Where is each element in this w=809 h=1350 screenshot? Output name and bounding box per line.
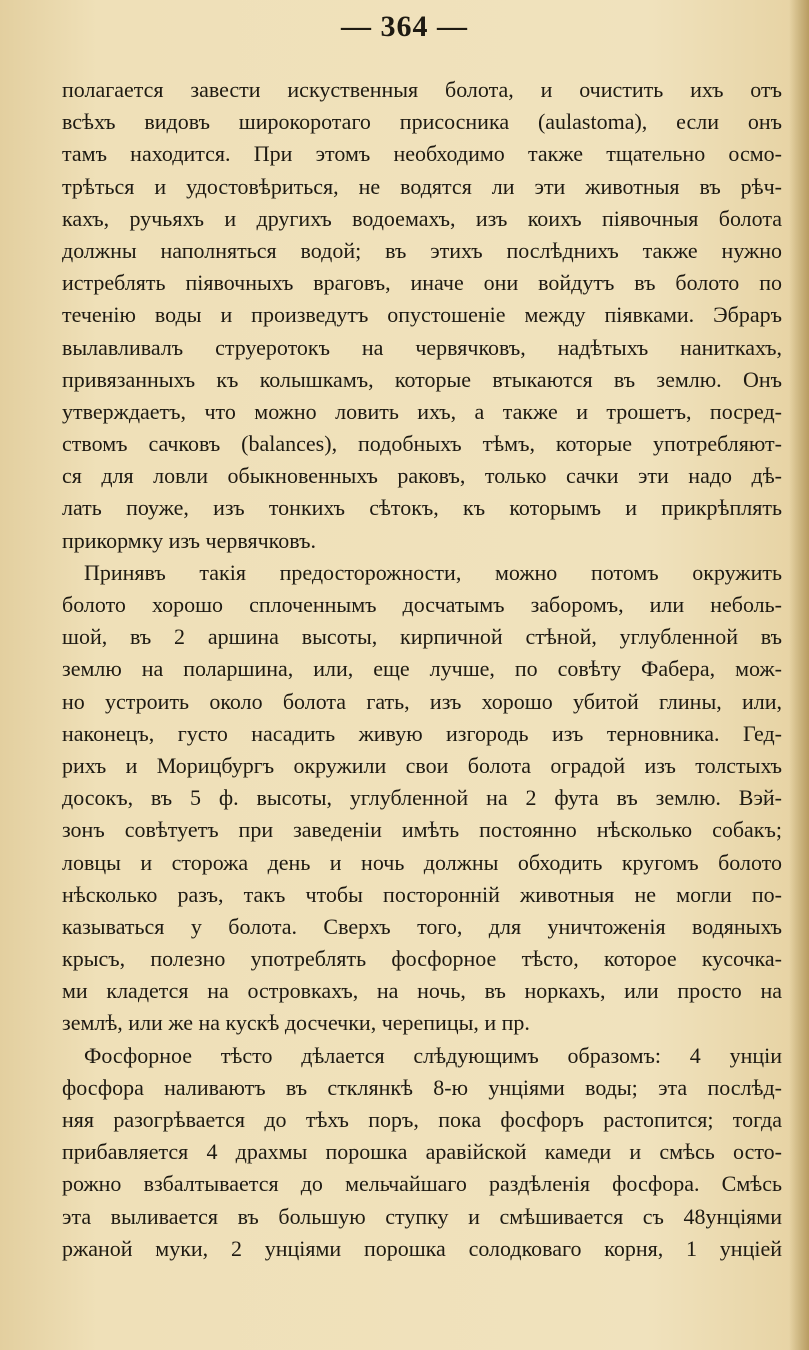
text-line: теченію воды и произведутъ опустошеніе между піявками. Эбраръ	[62, 302, 782, 328]
text-line: фосфора наливаютъ въ стклянкѣ 8-ю унціями воды; эта послѣд-	[62, 1074, 782, 1100]
body-text	[62, 74, 782, 1265]
paragraph-3	[62, 1040, 782, 1265]
text-line: утверждаетъ, что можно ловить ихъ, а также и трошетъ, посред-	[62, 398, 782, 424]
text-line: наконецъ, густо насадить живую изгородь изъ терновника. Гед-	[62, 720, 782, 746]
text-line: нѣсколько разъ, такъ чтобы посторонній животныя не могли по-	[62, 881, 782, 907]
text-line: Принявъ такія предосторожности, можно потомъ окружить	[84, 559, 782, 585]
text-line: привязанныхъ къ колышкамъ, которые втыкаются въ землю. Онъ	[62, 366, 782, 392]
text-line: ся для ловли обыкновенныхъ раковъ, только сачки эти надо дѣ-	[62, 463, 782, 489]
text-line: няя разогрѣвается до тѣхъ поръ, пока фосфоръ растопится; тогда	[62, 1107, 782, 1132]
text-line: ствомъ сачковъ (balances), подобныхъ тѣмъ, которые употребляют-	[62, 431, 782, 457]
text-line: эта выливается въ большую ступку и смѣшивается съ 48унціями	[62, 1203, 782, 1229]
text-line: полагается завести искуственныя болота, и очистить ихъ отъ	[62, 77, 782, 102]
text-line: всѣхъ видовъ широкоротаго присосника (aulastoma), если онъ	[62, 109, 782, 135]
text-line: Фосфорное тѣсто дѣлается слѣдующимъ образомъ: 4 унціи	[84, 1042, 782, 1068]
text-line: крысъ, полезно употреблять фосфорное тѣсто, которое кусочка-	[62, 946, 782, 972]
text-line: казываться у болота. Сверхъ того, для уничтоженія водяныхъ	[62, 913, 782, 939]
text-line: вылавливалъ струеротокъ на червячковъ, надѣтыхъ наниткахъ,	[62, 334, 782, 360]
text-line: рожно взбалтывается до мельчайшаго раздѣленія фосфора. Смѣсь	[62, 1171, 782, 1197]
text-line: землю на поларшина, или, еще лучше, по совѣту Фабера, мож-	[62, 656, 782, 682]
text-line: досокъ, въ 5 ф. высоты, углубленной на 2 фута въ землю. Вэй-	[62, 785, 782, 811]
page-edge-shadow	[789, 0, 809, 1350]
text-line: шой, въ 2 аршина высоты, кирпичной стѣной, углубленной въ	[62, 624, 782, 650]
text-line: истреблять піявочныхъ враговъ, иначе они войдутъ въ болото по	[62, 270, 782, 296]
text-line: трѣться и удостовѣриться, не водятся ли эти животныя въ рѣч-	[62, 173, 782, 199]
text-line: прикормку изъ червячковъ.	[62, 527, 316, 553]
text-line: рихъ и Морицбургъ окружили свои болота оградой изъ толстыхъ	[62, 752, 782, 778]
text-line: должны наполняться водой; въ этихъ послѣднихъ также нужно	[62, 237, 782, 263]
paragraph-1	[62, 74, 782, 557]
text-line: ловцы и сторожа день и ночь должны обходить кругомъ болото	[62, 849, 782, 875]
text-line: ржаной муки, 2 унціями порошка солодковаго корня, 1 унціей	[62, 1235, 782, 1261]
text-line: болото хорошо сплоченнымъ досчатымъ заборомъ, или неболь-	[62, 592, 782, 617]
text-line: но устроить около болота гать, изъ хорошо убитой глины, или,	[62, 688, 782, 714]
text-line: ми кладется на островкахъ, на ночь, въ норкахъ, или просто на	[62, 978, 782, 1004]
text-line: лать поуже, изъ тонкихъ сѣтокъ, къ которымъ и прикрѣплять	[62, 495, 782, 521]
page-number: — 364 —	[341, 10, 468, 43]
text-line: зонъ совѣтуетъ при заведеніи имѣть постоянно нѣсколько собакъ;	[62, 817, 782, 843]
text-line: тамъ находится. При этомъ необходимо также тщательно осмо-	[62, 141, 782, 167]
paragraph-2	[62, 557, 782, 1040]
text-line: прибавляется 4 драхмы порошка аравійской камеди и смѣсь осто-	[62, 1139, 782, 1165]
text-line: землѣ, или же на кускѣ досчечки, черепицы, и пр.	[62, 1010, 530, 1036]
text-line: кахъ, ручьяхъ и другихъ водоемахъ, изъ коихъ піявочныя болота	[62, 205, 782, 231]
